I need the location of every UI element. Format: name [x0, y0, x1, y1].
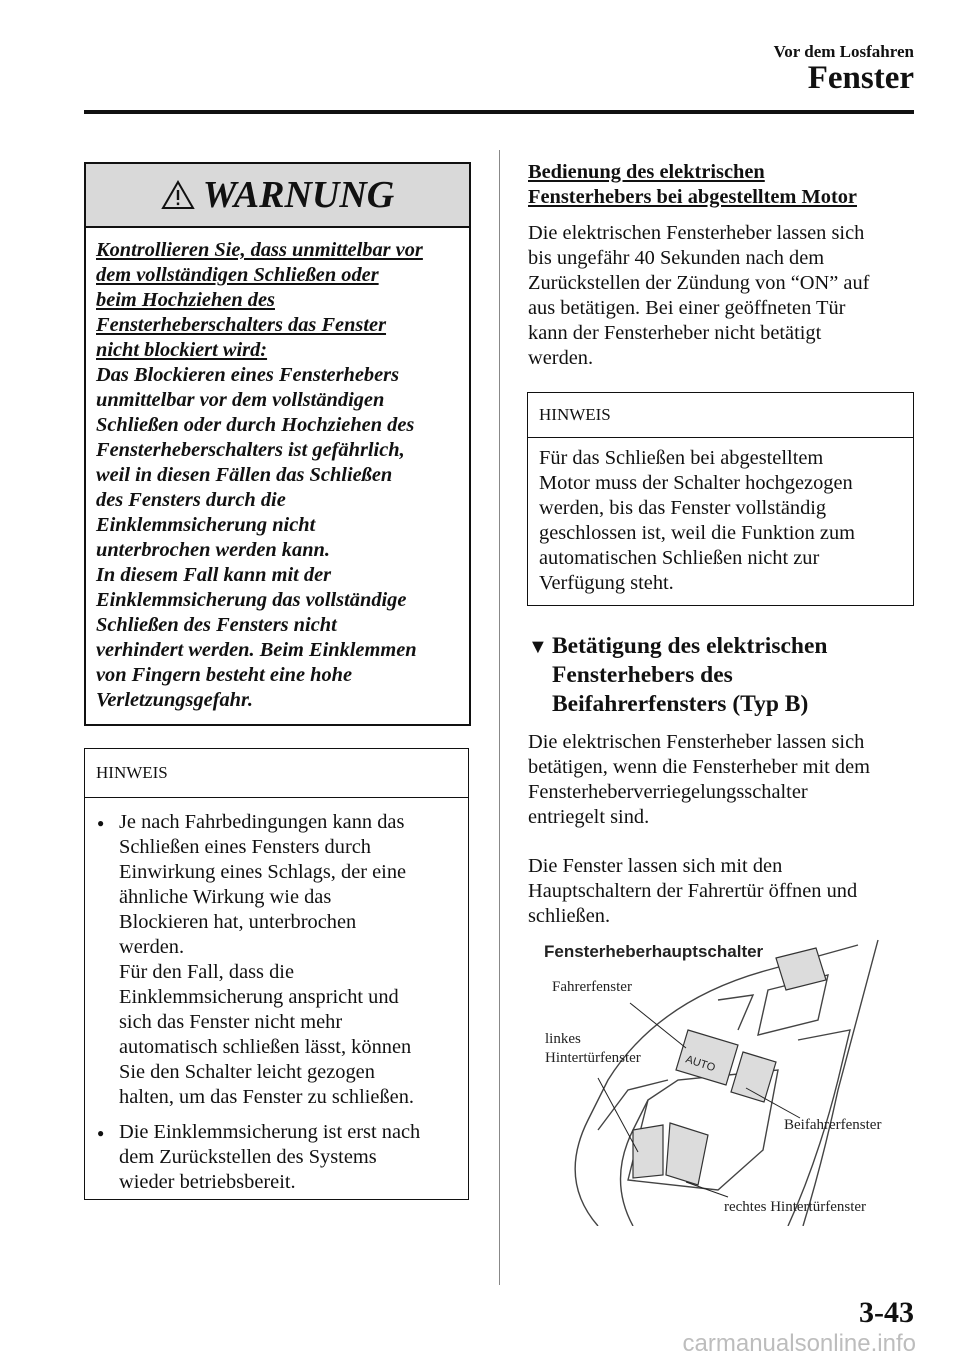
- warning-text-line: Fensterheberschalters ist gefährlich,: [96, 439, 405, 461]
- warning-header: [86, 164, 469, 228]
- note-text-line: Für das Schließen bei abgestelltem: [539, 447, 824, 469]
- warning-text-line: verhindert werden. Beim Einklemmen: [96, 639, 417, 661]
- paragraph-line: aus betätigen. Bei einer geöffneten Tür: [528, 297, 846, 319]
- paragraph-line: Die Fenster lassen sich mit den: [528, 855, 783, 877]
- section-heading-line: Betätigung des elektrischen: [552, 633, 828, 659]
- paragraph-line: kann der Fensterheber nicht betätigt: [528, 322, 822, 344]
- paragraph-line: Fensterheberverriegelungsschalter: [528, 781, 808, 803]
- paragraph-line: Die elektrischen Fensterheber lassen sich: [528, 222, 865, 244]
- bullet-text-line: Für den Fall, dass die: [119, 961, 295, 983]
- bullet-text-line: dem Zurückstellen des Systems: [119, 1146, 377, 1168]
- watermark: carmanualsonline.info: [682, 1330, 916, 1357]
- triangle-down-icon: ▼: [528, 636, 548, 658]
- paragraph-line: betätigen, wenn die Fensterheber mit dem: [528, 756, 871, 778]
- note-box-left: [84, 748, 469, 1200]
- figure-title: Fensterheberhauptschalter: [544, 942, 764, 961]
- warning-text-line: des Fensters durch die: [96, 489, 286, 511]
- bullet-text-line: Je nach Fahrbedingungen kann das: [119, 811, 405, 833]
- label-right-rear-window: rechtes Hintertürfenster: [724, 1199, 867, 1215]
- bullet-item: [97, 1120, 458, 1195]
- warning-text-line: Schließen oder durch Hochziehen des: [96, 414, 415, 436]
- paragraph-2: [528, 730, 913, 830]
- subheading-line: Bedienung des elektrischen: [528, 161, 765, 183]
- paragraph-line: Zurückstellen der Zündung von “ON” auf: [528, 272, 870, 294]
- warning-text-line: Schließen des Fensters nicht: [96, 614, 337, 636]
- bullet-text-line: ähnliche Wirkung wie das: [119, 886, 332, 908]
- section-heading-line: Beifahrerfensters (Typ B): [552, 691, 809, 717]
- bullet-text-line: Blockieren hat, unterbrochen: [119, 911, 357, 933]
- warning-underlined-line: nicht blockiert wird:: [96, 339, 268, 361]
- note-box-right: [527, 392, 914, 606]
- bullet-text-line: Schließen eines Fensters durch: [119, 836, 371, 858]
- paragraph-1: [528, 221, 913, 371]
- note-text-line: werden, bis das Fenster vollständig: [539, 497, 827, 519]
- note-heading: HINWEIS: [85, 749, 468, 798]
- warning-text-line: weil in diesen Fällen das Schließen: [96, 464, 393, 486]
- paragraph-line: bis ungefähr 40 Sekunden nach dem: [528, 247, 825, 269]
- paragraph-line: entriegelt sind.: [528, 806, 650, 828]
- page-number: 3-43: [859, 1296, 914, 1329]
- note-body: [85, 798, 468, 1195]
- subheading-line: Fensterhebers bei abgestelltem Motor: [528, 186, 857, 208]
- note-heading: HINWEIS: [528, 393, 913, 438]
- warning-text-line: In diesem Fall kann mit der: [96, 564, 332, 586]
- warning-text-line: Das Blockieren eines Fensterhebers: [96, 364, 400, 386]
- warning-underlined-line: beim Hochziehen des: [96, 289, 275, 311]
- bullet-text-line: Sie den Schalter leicht gezogen: [119, 1061, 375, 1083]
- subheading: [528, 160, 908, 210]
- note-text-line: geschlossen ist, weil die Funktion zum: [539, 522, 856, 544]
- bullet-text-line: Einwirkung eines Schlags, der eine: [119, 861, 407, 883]
- warning-box: [84, 162, 471, 726]
- paragraph-line: schließen.: [528, 905, 611, 927]
- bullet-text-line: automatisch schließen lässt, können: [119, 1036, 412, 1058]
- window-switch-illustration: [538, 930, 910, 1226]
- note-text-line: automatischen Schließen nicht zur: [539, 547, 820, 569]
- bullet-text-line: Einklemmsicherung anspricht und: [119, 986, 399, 1008]
- section-heading-line: Fensterhebers des: [552, 662, 733, 688]
- paragraph-3: [528, 854, 913, 929]
- label-driver-window: Fahrerfenster: [552, 979, 632, 995]
- note-text-line: Verfügung steht.: [539, 572, 674, 594]
- bullet-dot-icon: ●: [97, 816, 105, 830]
- bullet-text-line: sich das Fenster nicht mehr: [119, 1011, 343, 1033]
- label-passenger-window: Beifahrerfenster: [784, 1117, 882, 1133]
- paragraph-line: Hauptschaltern der Fahrertür öffnen und: [528, 880, 858, 902]
- bullet-text-line: halten, um das Fenster zu schließen.: [119, 1086, 415, 1108]
- warning-triangle-icon: [161, 180, 195, 210]
- warning-text-line: unterbrochen werden kann.: [96, 539, 330, 561]
- warning-text-line: Einklemmsicherung nicht: [96, 514, 316, 536]
- page-title: Fenster: [807, 60, 914, 96]
- bullet-dot-icon: ●: [97, 1126, 105, 1140]
- header-rule: [84, 110, 914, 114]
- column-divider: [499, 150, 500, 1285]
- warning-text-line: Einklemmsicherung das vollständige: [96, 589, 407, 611]
- warning-text-line: Verletzungsgefahr.: [96, 689, 253, 711]
- switch-figure: [538, 930, 910, 1226]
- note-text-line: Motor muss der Schalter hochgezogen: [539, 472, 853, 494]
- bullet-item: [97, 810, 458, 1110]
- paragraph-line: Die elektrischen Fensterheber lassen sich: [528, 731, 865, 753]
- bullet-text-line: wieder betriebsbereit.: [119, 1171, 296, 1193]
- warning-text-line: von Fingern besteht eine hohe: [96, 664, 353, 686]
- warning-underlined-line: dem vollständigen Schließen oder: [96, 264, 379, 286]
- warning-title: WARNUNG: [202, 174, 395, 216]
- paragraph-line: werden.: [528, 347, 594, 369]
- bullet-text-line: Die Einklemmsicherung ist erst nach: [119, 1121, 421, 1143]
- note-body: [528, 438, 913, 596]
- auto-switch-label: AUTO: [684, 1053, 717, 1075]
- warning-body: [86, 228, 469, 713]
- warning-underlined-line: Fensterheberschalters das Fenster: [96, 314, 387, 336]
- bullet-text-line: werden.: [119, 936, 185, 958]
- label-left-rear-window: linkes Hintertürfenster: [545, 1031, 641, 1066]
- section-heading: [528, 632, 913, 719]
- warning-underlined-line: Kontrollieren Sie, dass unmittelbar vor: [96, 239, 423, 261]
- chapter-label: Vor dem Losfahren: [773, 42, 914, 61]
- warning-text-line: unmittelbar vor dem vollständigen: [96, 389, 385, 411]
